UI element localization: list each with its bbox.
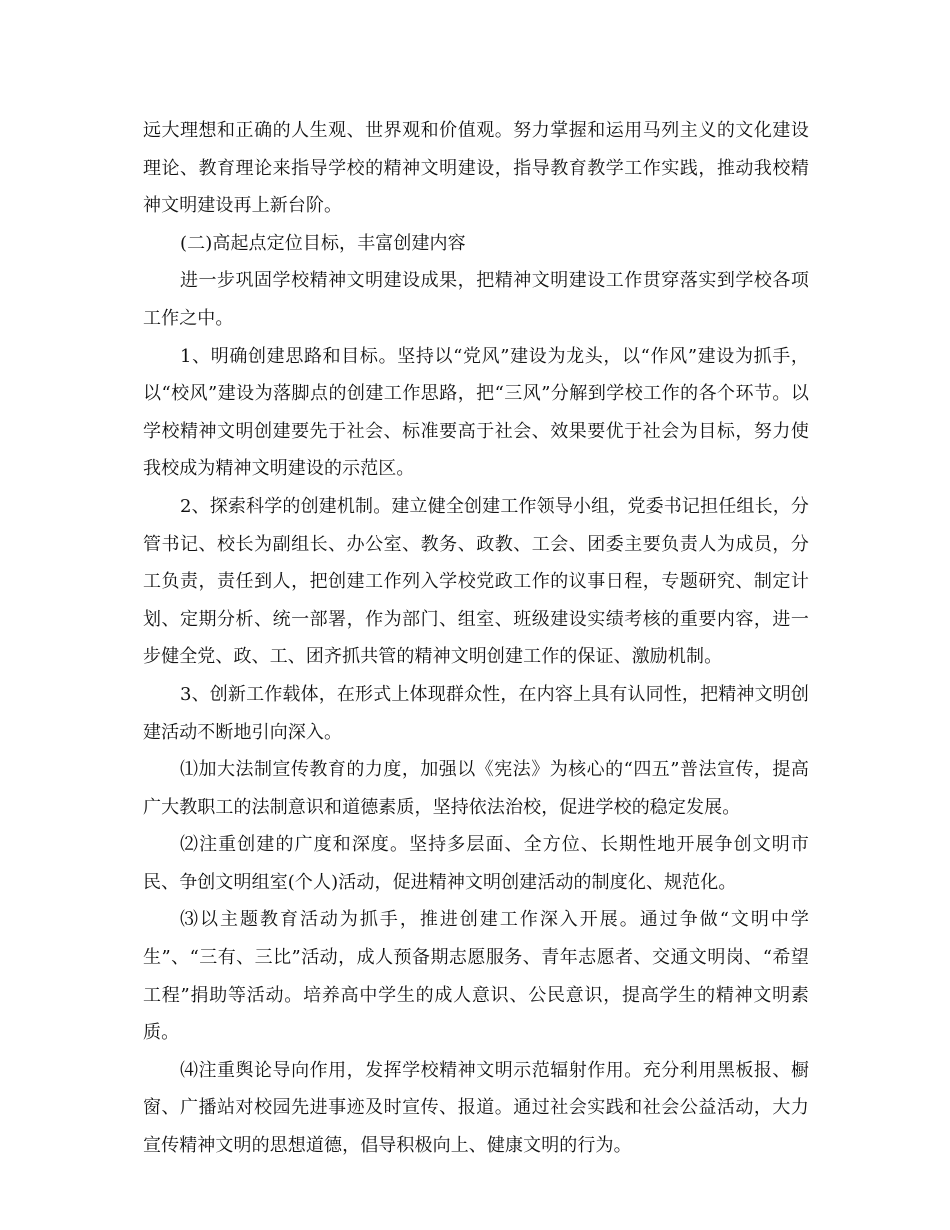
paragraph-3: 进一步巩固学校精神文明建设成果，把精神文明建设工作贯穿落实到学校各项工作之中。 bbox=[143, 270, 809, 329]
document-body bbox=[143, 112, 809, 1165]
paragraph-1: 远大理想和正确的人生观、世界观和价值观。努力掌握和运用马列主义的文化建设理论、教育理论来指导学校的精神文明建设，指导教育教学工作实践，推动我校精神文明建设再上新台阶。 bbox=[143, 120, 809, 217]
list-item-2: 2、探索科学的创建机制。建立健全创建工作领导小组，党委书记担任组长，分管书记、校长为副组长、办公室、教务、政教、工会、团委主要负责人为成员，分工负责，责任到人，把创建工作列入学校党政工作的议事日程，专题研究、制定计划、定期分析、统一部署，作为部门、组室、班级建设实绩考核的重要内容，进一步健全党、政、工、团齐抓共管的精神文明创建工作的保证、激励机制。 bbox=[143, 495, 809, 668]
list-item-1: 1、明确创建思路和目标。坚持以“党风”建设为龙头，以“作风”建设为抓手，以“校风”建设为落脚点的创建工作思路，把“三风”分解到学校工作的各个环节。以学校精神文明创建要先于社会、标准要高于社会、效果要优于社会为目标，努力使我校成为精神文明建设的示范区。 bbox=[143, 345, 809, 480]
sub-item-1: ⑴加大法制宣传教育的力度，加强以《宪法》为核心的“四五”普法宣传，提高广大教职工的法制意识和道德素质，坚持依法治校，促进学校的稳定发展。 bbox=[143, 759, 809, 818]
sub-item-3: ⑶以主题教育活动为抓手，推进创建工作深入开展。通过争做“文明中学生”、“三有、三比”活动，成人预备期志愿服务、青年志愿者、交通文明岗、“希望工程”捐助等活动。培养高中学生的成人意识、公民意识，提高学生的精神文明素质。 bbox=[143, 909, 809, 1044]
list-item-3: 3、创新工作载体，在形式上体现群众性，在内容上具有认同性，把精神文明创建活动不断地引向深入。 bbox=[143, 683, 809, 743]
sub-item-4: ⑷注重舆论导向作用，发挥学校精神文明示范辐射作用。充分利用黑板报、橱窗、广播站对校园先进事迹及时宣传、报道。通过社会实践和社会公益活动，大力宣传精神文明的思想道德，倡导积极向上、健康文明的行为。 bbox=[143, 1059, 809, 1157]
sub-item-2: ⑵注重创建的广度和深度。坚持多层面、全方位、长期性地开展争创文明市民、争创文明组室(个人)活动，促进精神文明创建活动的制度化、规范化。 bbox=[143, 834, 809, 893]
section-heading: (二)高起点定位目标，丰富创建内容 bbox=[180, 232, 466, 254]
